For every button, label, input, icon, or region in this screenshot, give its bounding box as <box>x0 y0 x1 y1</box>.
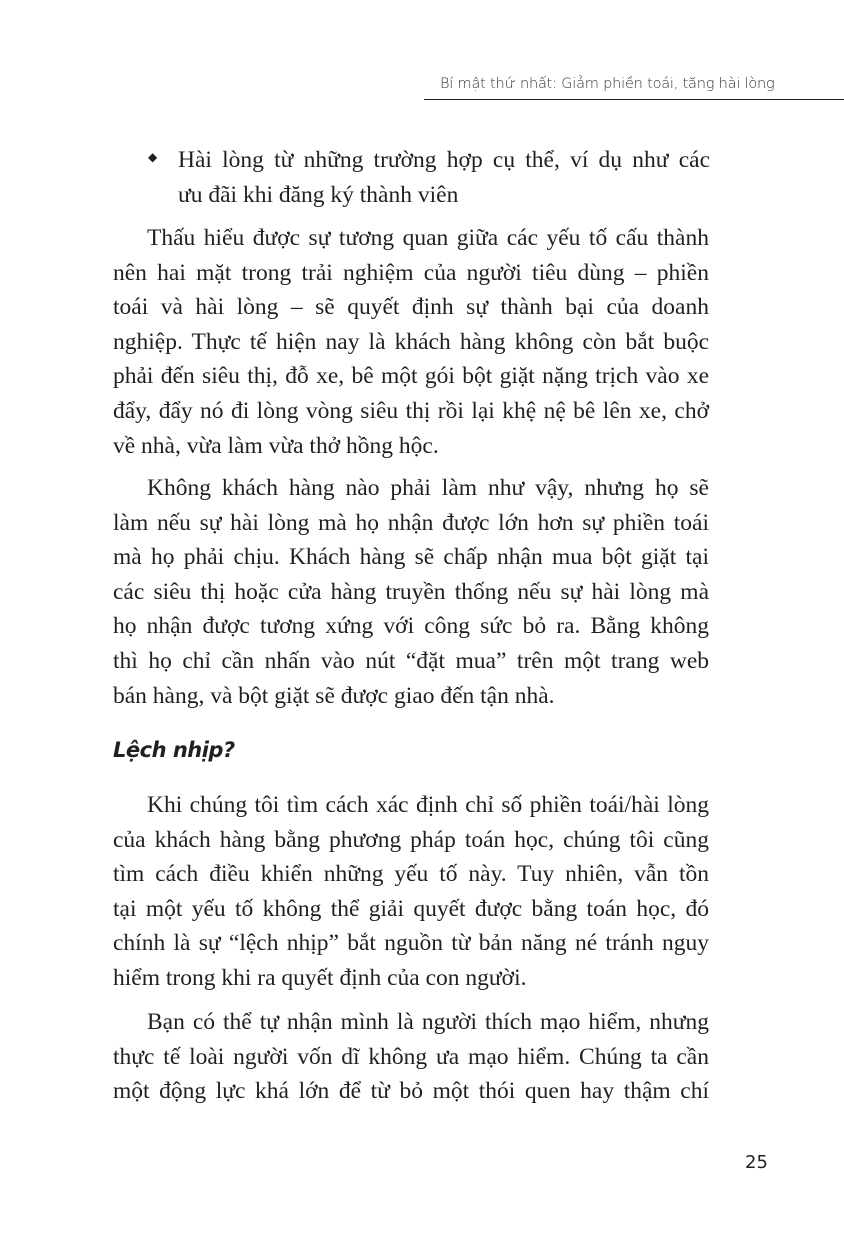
text-line: Thấu hiểu được sự tương quan giữa các yếu tố cấu thành <box>147 225 709 251</box>
text-line: phải đến siêu thị, đỗ xe, bê một gói bột giặt nặng trịch vào xe <box>113 363 709 390</box>
paragraph <box>113 221 709 463</box>
text-line: hiểm trong khi ra quyết định của con người. <box>113 964 527 991</box>
text-line: chính là sự “lệch nhịp” bắt nguồn từ bản năng né tránh nguy <box>113 930 709 957</box>
bullet-item <box>178 143 710 212</box>
text-line: toái và hài lòng – sẽ quyết định sự thành bại của doanh <box>113 294 709 321</box>
text-line: nghiệp. Thực tế hiện nay là khách hàng không còn bắt buộc <box>113 328 709 355</box>
text-line: bán hàng, và bột giặt sẽ được giao đến tận nhà. <box>113 682 555 709</box>
text-line: Hài lòng từ những trường hợp cụ thể, ví dụ như các <box>178 147 710 173</box>
paragraph <box>113 788 709 996</box>
running-header-text: Bí mật thứ nhất: Giảm phiền toái, tăng hài lòng <box>440 76 775 92</box>
text-line: tại một yếu tố không thể giải quyết được bằng toán học, đó <box>113 895 709 922</box>
paragraph <box>113 1005 709 1109</box>
text-line: Bạn có thể tự nhận mình là người thích mạo hiểm, nhưng <box>147 1009 709 1035</box>
text-line: ưu đãi khi đăng ký thành viên <box>178 181 459 208</box>
running-header <box>424 74 844 100</box>
text-line: các siêu thị hoặc cửa hàng truyền thống nếu sự hài lòng mà <box>113 578 709 605</box>
text-line: làm nếu sự hài lòng mà họ nhận được lớn hơn sự phiền toái <box>113 509 709 536</box>
page-number: 25 <box>745 1152 768 1173</box>
text-line: thực tế loài người vốn dĩ không ưa mạo hiểm. Chúng ta cần <box>113 1043 709 1070</box>
text-line: họ nhận được tương xứng với công sức bỏ ra. Bằng không <box>113 613 709 640</box>
text-line: thì họ chỉ cần nhấn vào nút “đặt mua” trên một trang web <box>113 647 709 674</box>
text-line: của khách hàng bằng phương pháp toán học, chúng tôi cũng <box>113 826 709 853</box>
section-heading: Lệch nhịp? <box>113 738 235 762</box>
diamond-bullet-icon: ◆ <box>148 150 158 164</box>
text-line: về nhà, vừa làm vừa thở hồng hộc. <box>113 432 439 459</box>
text-line: nên hai mặt trong trải nghiệm của người tiêu dùng – phiền <box>113 259 709 286</box>
text-line: mà họ phải chịu. Khách hàng sẽ chấp nhận mua bột giặt tại <box>113 544 709 571</box>
text-line: một động lực khá lớn để từ bỏ một thói quen hay thậm chí <box>113 1078 709 1105</box>
paragraph <box>113 471 709 713</box>
text-line: đẩy, đẩy nó đi lòng vòng siêu thị rồi lại khệ nệ bê lên xe, chở <box>113 397 709 424</box>
text-line: Không khách hàng nào phải làm như vậy, nhưng họ sẽ <box>147 475 709 501</box>
text-line: tìm cách điều khiển những yếu tố này. Tuy nhiên, vẫn tồn <box>113 861 709 888</box>
text-line: Khi chúng tôi tìm cách xác định chỉ số phiền toái/hài lòng <box>147 792 709 818</box>
